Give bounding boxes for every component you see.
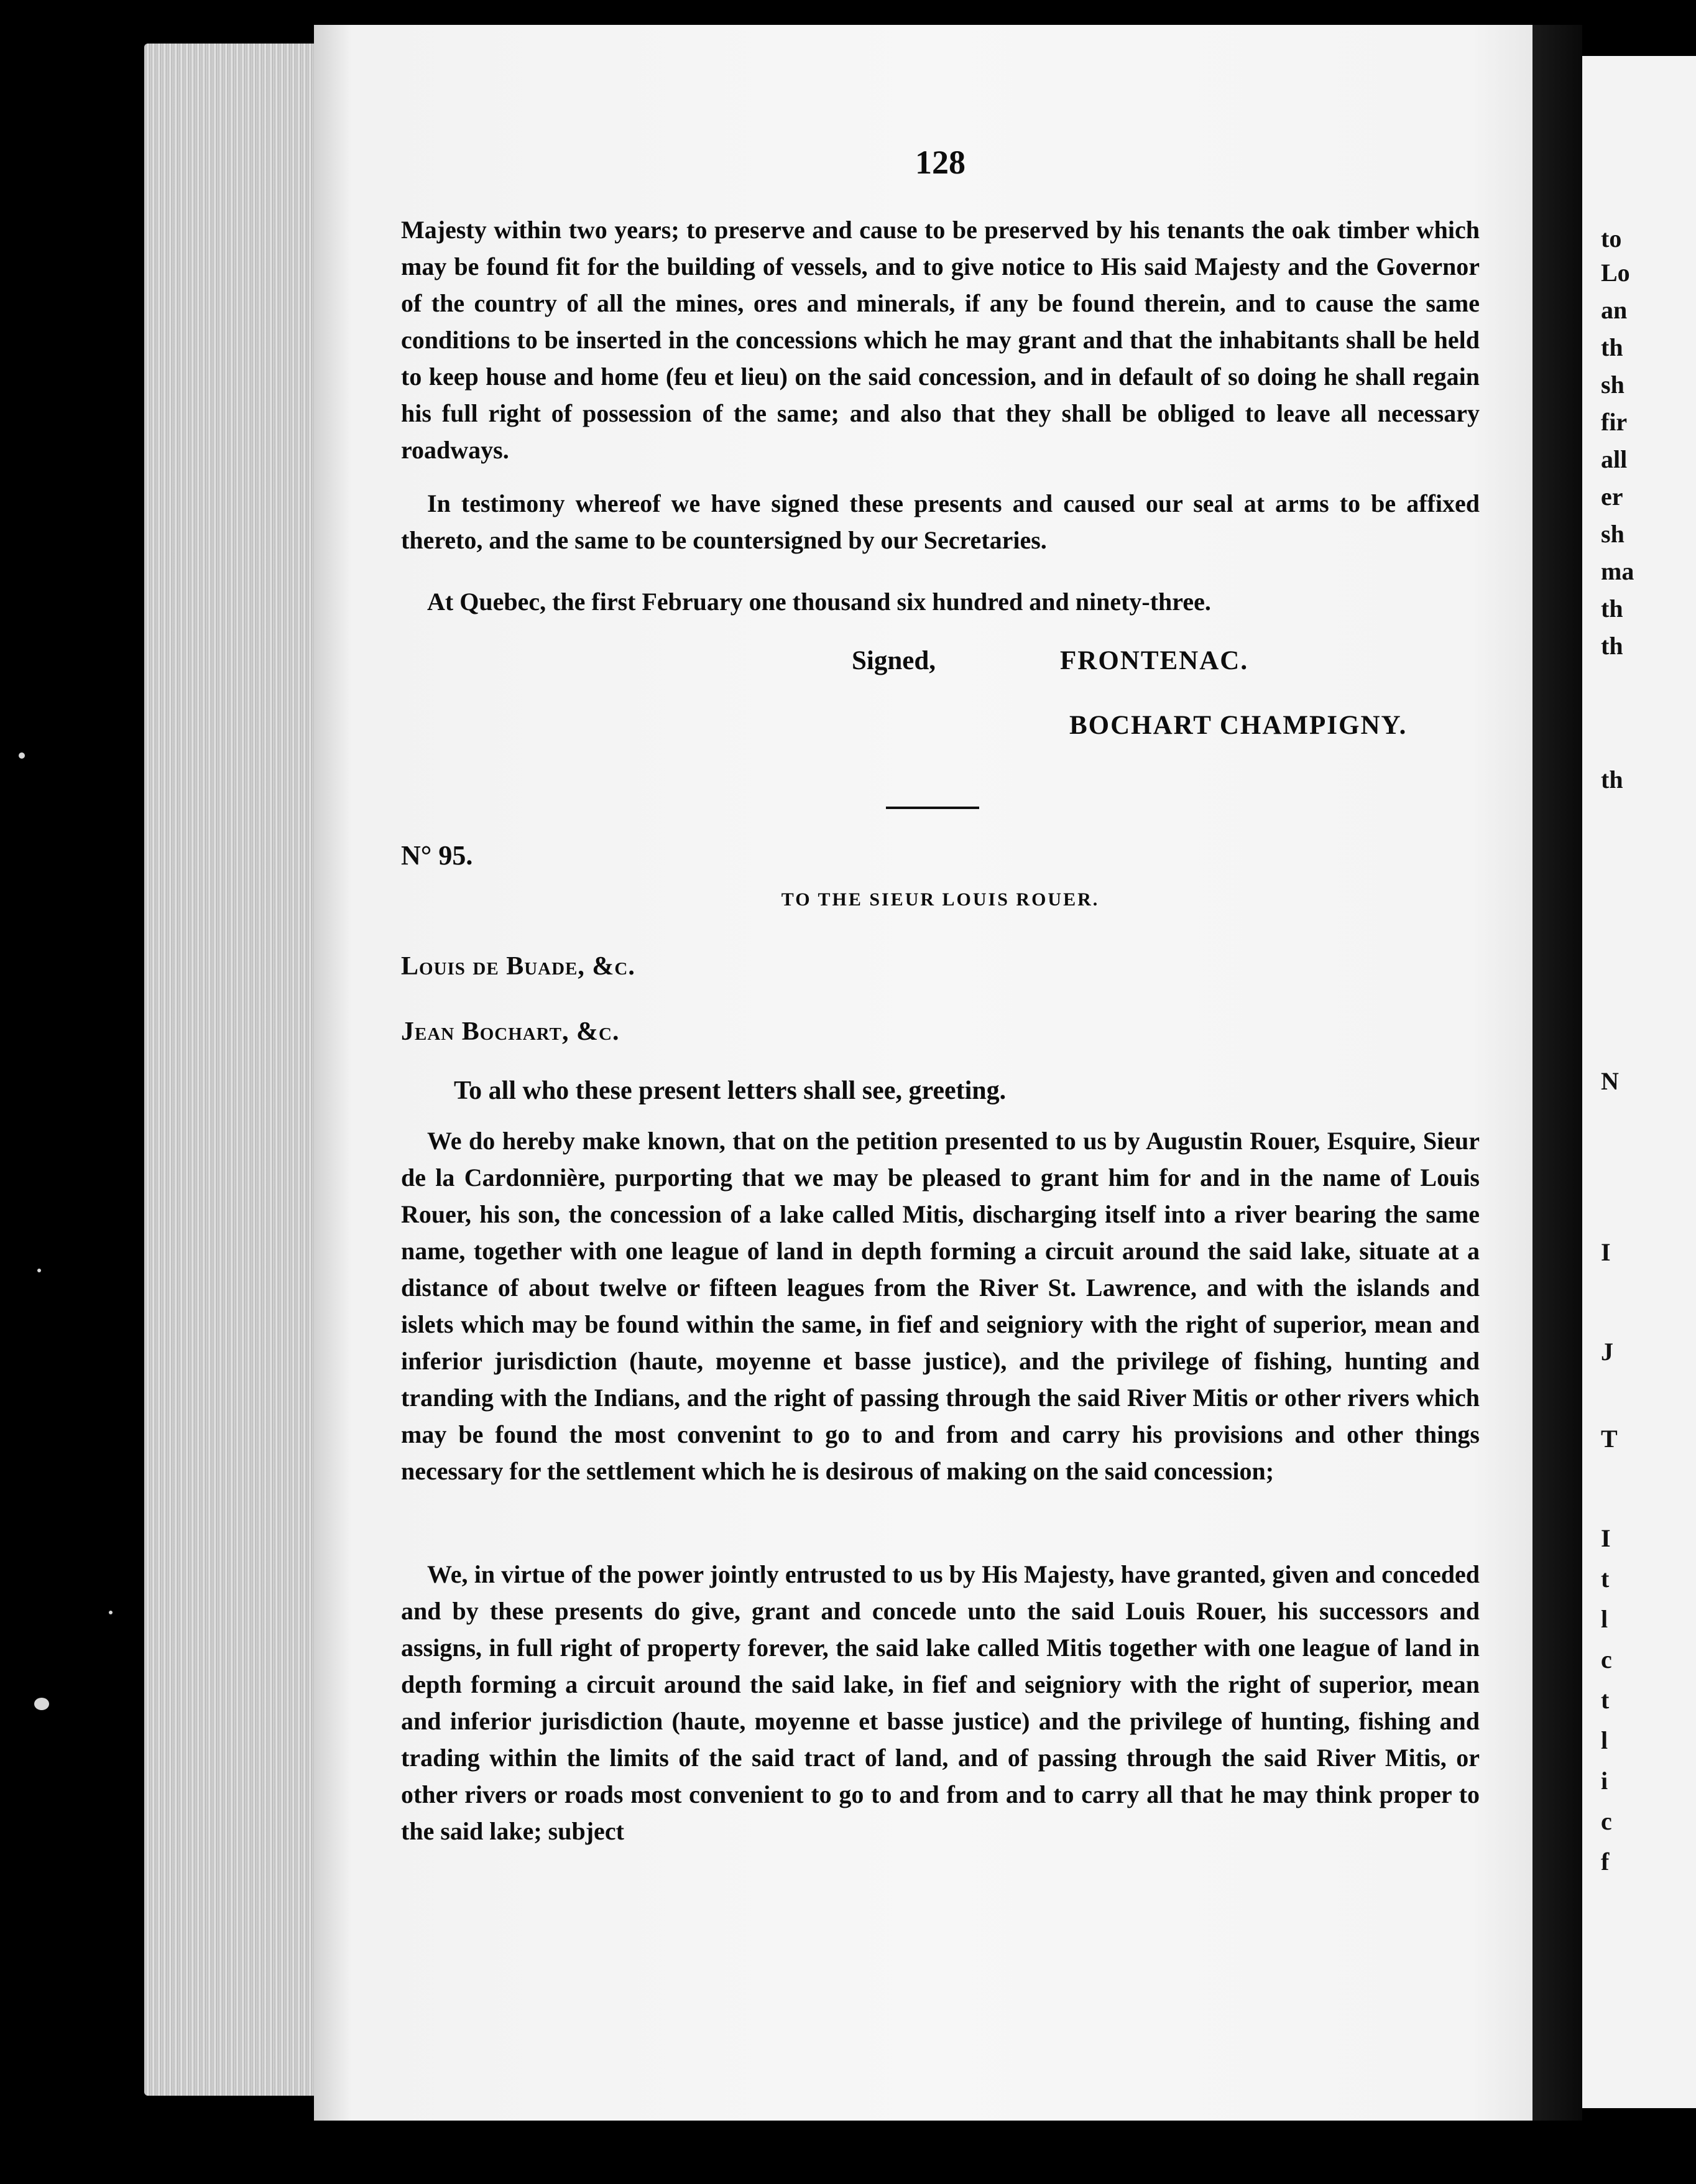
- adjacent-text-fragment: th: [1601, 766, 1623, 794]
- signatory-champigny: BOCHART CHAMPIGNY.: [1069, 711, 1408, 740]
- adjacent-text-fragment: t: [1601, 1686, 1610, 1714]
- adjacent-page-fragment: [1582, 56, 1696, 2108]
- adjacent-text-fragment: ma: [1601, 557, 1634, 585]
- issuer-name-1: Louis de Buade, &c.: [401, 952, 635, 981]
- signed-label: Signed,: [852, 646, 936, 675]
- adjacent-text-fragment: an: [1601, 296, 1628, 324]
- date-line: At Quebec, the first February one thousand six hundred and ninety-three.: [427, 588, 1211, 616]
- petition-paragraph: We do hereby make known, that on the petition presented to us by Augustin Rouer, Esquire, Sieur de la Cardonnière, purporting that we may be pleased to grant him for and in the name of Louis Rouer, his son, the concession of a lake called Mitis, discharging itself into a river bearing the same name, together with one league of land in depth forming a circuit around the said lake, situate at a distance of about twelve or fifteen leagues from the River St. Lawrence, and with the islands and islets which may be found within the same, in fief and seigniory with the right of superior, mean and inferior jurisdiction (haute, moyenne et basse justice), and the privilege of fishing, hunting and tranding with the Indians, and the right of passing through the said River Mitis or other rivers which may be found the most convenint to go to and from and carry his provisions and other things necessary for the settlement which he is desirous of making on the said concession;: [401, 1127, 1480, 1485]
- testimony-paragraph: In testimony whereof we have signed these presents and caused our seal at arms to be affixed thereto, and the same to be countersigned by our Secretaries.: [401, 489, 1480, 554]
- adjacent-text-fragment: i: [1601, 1767, 1608, 1795]
- adjacent-text-fragment: th: [1601, 333, 1623, 361]
- adjacent-text-fragment: l: [1601, 1605, 1608, 1633]
- adjacent-text-fragment: t: [1601, 1565, 1610, 1593]
- adjacent-text-fragment: f: [1601, 1848, 1610, 1876]
- adjacent-text-fragment: T: [1601, 1425, 1618, 1453]
- grant-paragraph: We, in virtue of the power jointly entrusted to us by His Majesty, have granted, given and conceded and by these presents do give, grant and concede unto the said Louis Rouer, his successors and assigns, in full right of property forever, the said lake called Mitis together with one league of land in depth forming a circuit around the said lake, in fief and seigniory with the right of superior, mean and inferior jurisdiction (haute, moyenne et basse justice) and the privilege of hunting, fishing and trading within the limits of the said tract of land, and of passing through the said River Mitis, or other rivers or roads most convenient to go to and from and to carry all that he may think proper to the said lake; subject: [401, 1560, 1480, 1845]
- adjacent-text-fragment: c: [1601, 1645, 1612, 1673]
- adjacent-text-fragment: Lo: [1601, 259, 1630, 287]
- adjacent-text-fragment: sh: [1601, 371, 1625, 399]
- issuer-name-2: Jean Bochart, &c.: [401, 1017, 620, 1046]
- page-number: 128: [915, 144, 966, 181]
- speck: [19, 752, 25, 759]
- adjacent-text-fragment: th: [1601, 595, 1623, 622]
- adjacent-text-fragment: N: [1601, 1067, 1619, 1095]
- adjacent-text-fragment: J: [1601, 1338, 1613, 1366]
- document-number: N° 95.: [401, 840, 473, 871]
- adjacent-text-fragment: all: [1601, 445, 1628, 473]
- speck: [37, 1269, 41, 1272]
- signatory-frontenac: FRONTENAC.: [1060, 646, 1249, 675]
- section-divider: [886, 807, 979, 809]
- adjacent-text-fragment: fir: [1601, 408, 1628, 436]
- adjacent-text-fragment: to: [1601, 224, 1622, 252]
- adjacent-text-fragment: I: [1601, 1238, 1611, 1266]
- speck: [34, 1698, 49, 1710]
- document-heading: TO THE SIEUR LOUIS ROUER.: [781, 889, 1100, 910]
- book-gutter: [1532, 25, 1582, 2121]
- adjacent-text-fragment: th: [1601, 632, 1623, 660]
- adjacent-text-fragment: sh: [1601, 520, 1625, 548]
- adjacent-text-fragment: l: [1601, 1726, 1608, 1754]
- adjacent-text-fragment: er: [1601, 483, 1623, 511]
- greeting-line: To all who these present letters shall see, greeting.: [454, 1076, 1007, 1105]
- adjacent-text-fragment: I: [1601, 1524, 1611, 1552]
- top-paragraph: Majesty within two years; to preserve and cause to be preserved by his tenants the oak timber which may be found fit for the building of vessels, and to give notice to His said Majesty and the Governor of the country of all the mines, ores and minerals, if any be found therein, and to cause the same conditions to be inserted in the concessions which he may grant and that the inhabitants shall be held to keep house and home (feu et lieu) on the said concession, and in default of so doing he shall regain his full right of possession of the same; and also that they shall be obliged to leave all necessary roadways.: [401, 216, 1480, 464]
- adjacent-text-fragment: c: [1601, 1807, 1612, 1835]
- speck: [109, 1611, 113, 1614]
- book-page-edges: [144, 44, 318, 2096]
